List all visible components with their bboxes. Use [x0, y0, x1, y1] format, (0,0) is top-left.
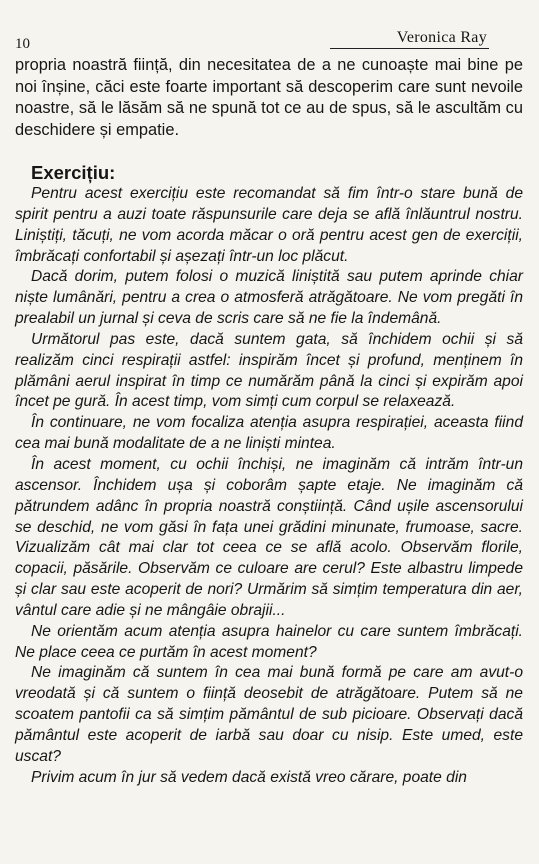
- paragraph: Privim acum în jur să vedem dacă există vreo cărare, poate din: [31, 768, 467, 786]
- intro-paragraph: propria noastră ființă, din necesitatea de a ne cunoaște mai bine pe noi înșine, căci este foarte important să descoperim care sunt nevoile noastre, să le lăsăm să ne spună tot ce au de spus, să le ascultăm cu deschidere și empatie.: [15, 56, 523, 139]
- running-header-title: Veronica Ray: [396, 29, 487, 46]
- paragraph: Următorul pas este, dacă suntem gata, să închidem ochii și să realizăm cinci respirații astfel: inspirăm încet și profund, menținem în plămâni aerul inspirat în timp ce numărăm până la cinci și expirăm apoi încet pe gură. În acest timp, vom simți cum corpul se relaxează.: [15, 330, 523, 411]
- paragraph: Dacă dorim, putem folosi o muzică liniștită sau putem aprinde chiar niște lumânări, pentru a crea o atmosferă atrăgătoare. Ne vom pregăti în prealabil un jurnal și ceva de scris care să ne fie la îndemână.: [15, 268, 523, 328]
- exercise-body: [15, 184, 523, 788]
- page-number: 10: [15, 36, 30, 52]
- paragraph: În continuare, ne vom focaliza atenția asupra respirației, aceasta fiind cea mai bună modalitate de a ne liniști mintea.: [15, 414, 523, 453]
- section-title: Exercițiu:: [31, 162, 116, 183]
- paragraph: Ne imaginăm că suntem în cea mai bună formă pe care am avut-o vreodată și că suntem o ființă deosebit de atrăgătoare. Putem să ne scoatem pantofii ca să simțim pământul de sub picioare. Observați dacă pământul este acoperit de iarbă sau doar cu nisip. Este umed, este uscat?: [15, 664, 523, 765]
- paragraph: Pentru acest exercițiu este recomandat să fim într-o stare bună de spirit pentru a auzi toate răspunsurile care deja se află înlăuntrul nostru. Liniștiți, tăcuți, ne vom acorda măcar o oră pentru acest gen de exerciții, îmbrăcați confortabil și așezați într-un loc plăcut.: [15, 185, 523, 265]
- paragraph: Ne orientăm acum atenția asupra hainelor cu care suntem îmbrăcați. Ne place ceea ce purtăm în acest moment?: [15, 622, 523, 661]
- header-rule: [330, 48, 489, 49]
- paragraph: În acest moment, cu ochii închiși, ne imaginăm că intrăm într-un ascensor. Închidem ușa și coborâm șapte etaje. Ne imaginăm că pătrundem adânc în propria noastră conștiință. Când ușile ascensorului se deschid, ne vom găsi în fața unei grădini minunate, frumoase, sacre. Vizualizăm cât mai clar tot ceea ce se află acolo. Observăm florile, copacii, păsările. Observăm ce culoare are cerul? Este albastru limpede și clar sau este acoperit de nori? Urmărim să simțim temperatura din aer, vântul care adie și ne mângâie obrajii...: [15, 455, 523, 619]
